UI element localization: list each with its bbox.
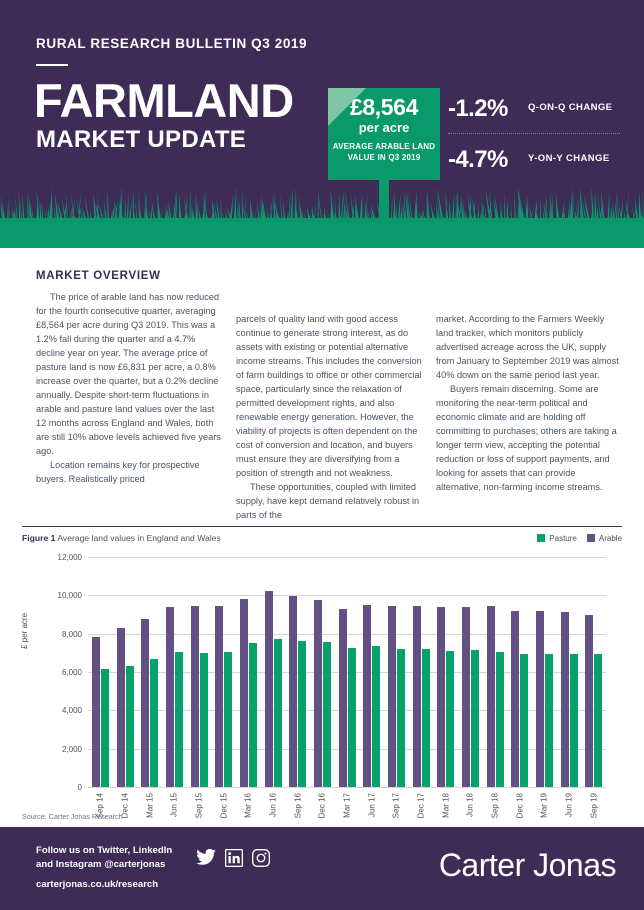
bar-arable [487,606,495,787]
x-axis-tick: Sep 15 [194,793,204,819]
y-axis-tick: 6,000 [61,668,82,677]
bar-arable [265,591,273,787]
bar-pasture [496,652,504,787]
bar-arable [166,607,174,787]
y-axis-tick: 12,000 [57,553,82,562]
bar-arable [339,609,347,787]
headline-value: £8,564 [350,94,418,120]
x-axis-tick: Dec 15 [219,793,229,819]
bar-arable [363,605,371,787]
article-column-3 [436,291,622,523]
legend-label-arable: Arable [598,533,622,543]
follow-line-1: Follow us on Twitter, LinkedIn [36,845,173,856]
x-axis-tick: Mar 19 [539,793,549,818]
paragraph: Buyers remain discerning. Some are monitoring the near-term political and economic climate and are holding off committing to purchases; others are taking a longer term view, accepting the potential reduction or loss of support payments, and looking for assets that can provide alternative, non-farming income streams. [436,383,617,492]
bar-arable [240,599,248,787]
social-links [196,849,270,867]
figure-caption [22,533,221,543]
bar-pasture [200,653,208,787]
bar-arable [437,607,445,787]
gridline [88,787,606,788]
headline-caption: AVERAGE ARABLE LAND VALUE IN Q3 2019 [332,142,436,162]
y-axis-tick: 4,000 [61,706,82,716]
bar-group [261,557,286,787]
bar-pasture [422,649,430,787]
article-body [0,248,644,526]
x-axis-tick: Mar 18 [441,793,451,818]
article-column-2 [236,291,422,523]
chart-bars [88,557,606,787]
bar-group [88,557,113,787]
x-axis-tick: Sep 14 [95,793,105,819]
x-axis-tick: Sep 16 [293,793,303,819]
legend-item-pasture [537,534,577,543]
bar-arable [413,606,421,787]
company-logo: Carter Jonas [438,847,616,883]
bar-group [236,557,261,787]
x-axis-tick: Sep 18 [490,793,500,819]
website-link[interactable]: carterjonas.co.uk/research [36,879,159,890]
x-axis-tick: Mar 15 [145,793,155,818]
bar-pasture [298,641,306,787]
x-axis-tick: Sep 17 [391,793,401,819]
bar-group [409,557,434,787]
figure-title: Average land values in England and Wales [57,533,221,543]
bar-arable [536,611,544,787]
page-footer [0,827,644,910]
y-axis-tick: 2,000 [61,744,82,754]
bar-arable [215,606,223,787]
bar-arable [511,611,519,787]
chart-legend [537,534,622,543]
kicker-rule [36,64,68,66]
bar-pasture [101,669,109,787]
bar-arable [388,606,396,787]
bar-arable [289,596,297,787]
legend-swatch-arable [587,534,595,542]
paragraph: market. According to the Farmers Weekly land tracker, which monitors publicly advertised acreage across the UK, supply from January to September 2019 was almost 40% down on the same period last year. [436,314,619,380]
x-axis-tick: Dec 16 [317,793,327,819]
legend-item-arable [587,534,622,543]
y-axis-tick: 0 [77,783,82,792]
bar-group [458,557,483,787]
bar-group [557,557,582,787]
article-columns [36,291,622,523]
bar-arable [585,615,593,787]
bar-pasture [446,651,454,787]
bar-group [285,557,310,787]
stat-yony-label: Y-ON-Y CHANGE [528,153,610,165]
bar-group [335,557,360,787]
bar-group [507,557,532,787]
bar-arable [141,619,149,787]
bar-arable [561,612,569,787]
stat-qonq [448,86,628,131]
bar-arable [191,606,199,787]
bar-arable [314,600,322,787]
bar-pasture [348,648,356,787]
figure-header [22,533,622,543]
legend-swatch-pasture [537,534,545,542]
bar-pasture [545,654,553,787]
paragraph: These opportunities, coupled with limited supply, have kept demand relatively robust in parts of the [236,481,420,520]
bar-pasture [520,654,528,787]
bar-pasture [397,649,405,787]
bar-group [359,557,384,787]
y-axis-label: £ per acre [20,612,29,649]
grass-silhouette [0,184,644,248]
bar-arable [92,637,100,787]
bar-group [433,557,458,787]
bar-group [310,557,335,787]
bar-arable [117,628,125,787]
legend-label-pasture: Pasture [549,533,577,543]
bar-pasture [471,650,479,787]
bar-group [113,557,138,787]
twitter-icon[interactable] [196,849,216,867]
paragraph: The price of arable land has now reduced for the fourth consecutive quarter, averaging £8,564 per acre during Q3 2019. This was a 1.2% fall during the quarter and a 4.7% decline year on year. The average price of pasture land is now £6,831 per acre, a 0.8% increase over the quarter, but a 0.2% decline annually. Despite short-term fluctuations in arable and pasture land values over the last 12 months across England and Wales, both are still 10% above levels achieved five years ago. [36,292,221,456]
bar-group [211,557,236,787]
page-header [0,0,644,248]
article-column-1 [36,291,222,523]
header-stats [448,86,628,182]
x-axis-tick: Dec 18 [515,793,525,819]
page-subtitle: MARKET UPDATE [36,126,247,153]
bar-pasture [150,659,158,787]
x-axis-tick: Dec 14 [120,793,130,819]
bar-pasture [175,652,183,787]
stat-yony [448,137,628,182]
stat-yony-value: -4.7% [448,145,508,173]
paragraph: parcels of quality land with good access continue to generate strong interest, as do assets with existing or potential alternative income streams. This includes the conversion of farm buildings to office or other commercial space, particularly since the relaxation of permitted development rights, and also renewable energy generation. However, the viability of projects is often dependent on the cost of conversion and location, and buyers must ensure they are diversifying from a position of strength and not weakness. [236,314,422,478]
bar-pasture [249,643,257,787]
y-axis-tick: 10,000 [57,591,82,601]
bar-arable [462,607,470,787]
figure-number: Figure 1 [22,533,56,543]
bar-group [384,557,409,787]
x-axis-tick: Jun 17 [367,793,377,818]
bar-pasture [570,654,578,787]
bar-group [137,557,162,787]
follow-line-2: and Instagram @carterjonas [36,858,166,870]
x-axis-tick: Dec 17 [416,793,426,819]
stat-qonq-label: Q-ON-Q CHANGE [528,102,613,114]
linkedin-icon[interactable] [225,849,243,867]
follow-text [36,844,172,872]
x-axis-tick: Sep 19 [589,793,599,819]
stat-qonq-value: -1.2% [448,94,508,122]
figure-1 [22,526,622,826]
page-title: FARMLAND [34,74,294,127]
section-title: MARKET OVERVIEW [36,270,161,282]
x-axis-tick: Mar 17 [342,793,352,818]
bar-group [483,557,508,787]
x-axis-tick: Jun 15 [169,793,179,818]
y-axis-tick: 8,000 [61,629,82,639]
x-axis-tick: Jun 18 [465,793,475,818]
x-axis-tick: Jun 19 [564,793,574,818]
bar-pasture [372,646,380,787]
instagram-icon[interactable] [252,849,270,867]
bar-pasture [594,654,602,787]
chart-source: Source: Carter Jonas Research [22,812,123,821]
headline-unit: per acre [358,120,410,136]
paragraph: Location remains key for prospective buyers. Realistically priced [36,459,200,484]
bar-group [187,557,212,787]
headline-stat-sign [328,88,440,180]
bar-group [581,557,606,787]
x-axis-tick: Mar 16 [243,793,253,818]
bar-pasture [274,639,282,787]
bar-group [532,557,557,787]
stat-divider [448,133,620,134]
bar-pasture [126,666,134,787]
bar-pasture [224,652,232,787]
bulletin-kicker: RURAL RESEARCH BULLETIN Q3 2019 [36,36,308,51]
x-axis-tick: Jun 16 [268,793,278,818]
bar-group [162,557,187,787]
bar-pasture [323,642,331,787]
